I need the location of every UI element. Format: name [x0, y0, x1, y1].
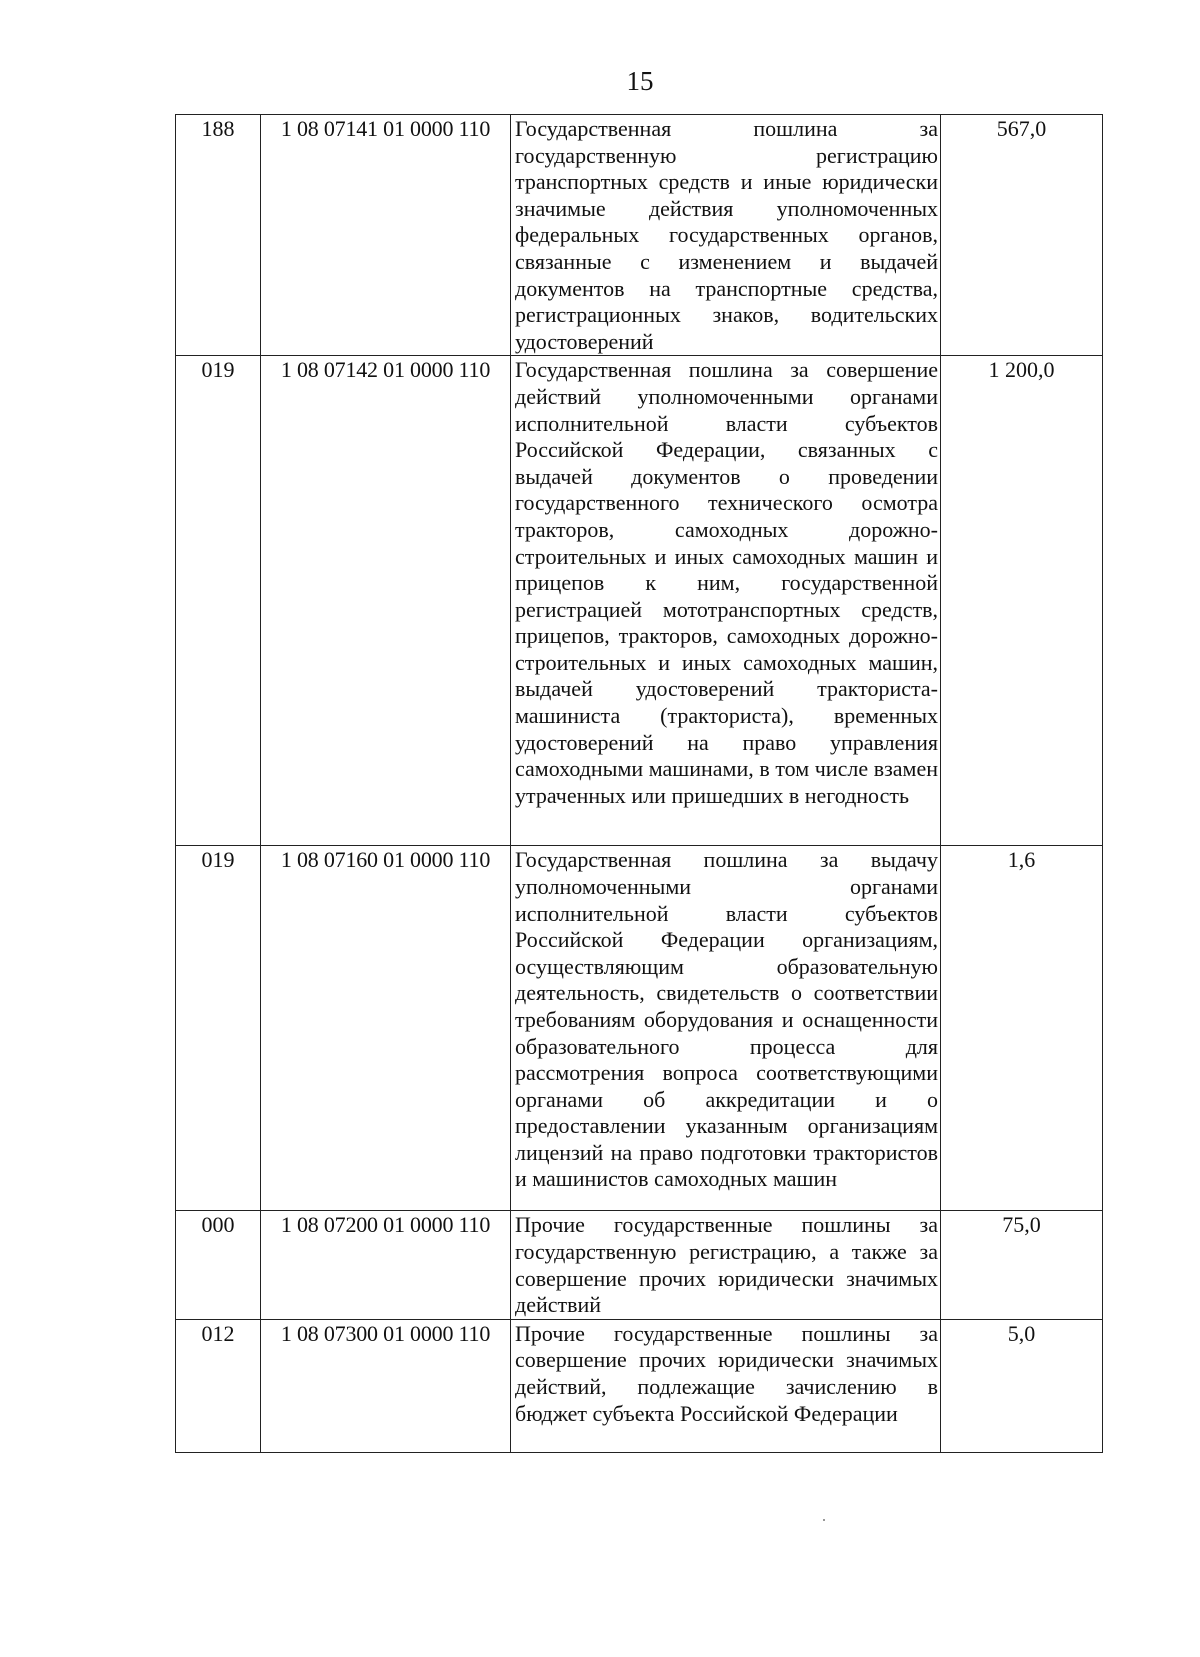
table-row — [176, 356, 1103, 846]
amount-cell: 1,6 — [941, 846, 1103, 1211]
revenue-description-cell: Прочие государственные пошлины за государственную регистрацию, а также за совершение прочих юридически значимых действий — [511, 1211, 941, 1319]
revenue-description-cell: Государственная пошлина за государственную регистрацию транспортных средств и иные юридически значимые действия уполномоченных федеральных государственных органов, связанные с изменением и выдачей документов на транспортные средства, регистрационных знаков, водительских удостоверений — [511, 115, 941, 356]
table-row — [176, 115, 1103, 356]
budget-classification-code-cell: 1 08 07142 01 0000 110 — [261, 356, 511, 846]
revenue-description-cell: Государственная пошлина за выдачу уполномоченными органами исполнительной власти субъектов Российской Федерации организациям, осуществляющим образовательную деятельность, свидетельств о соответствии требованиям оборудования и оснащенности образовательного процесса для рассмотрения вопроса соответствующими органами об аккредитации и о предоставлении указанным организациям лицензий на право подготовки трактористов и машинистов самоходных машин — [511, 846, 941, 1211]
budget-classification-code-cell: 1 08 07200 01 0000 110 — [261, 1211, 511, 1319]
budget-classification-code-cell: 1 08 07141 01 0000 110 — [261, 115, 511, 356]
budget-revenue-table — [175, 114, 1103, 1453]
scan-speck — [823, 1519, 825, 1521]
table-row — [176, 846, 1103, 1211]
amount-cell: 567,0 — [941, 115, 1103, 356]
administrator-code-cell: 019 — [176, 846, 261, 1211]
revenue-description-cell: Государственная пошлина за совершение действий уполномоченными органами исполнительной власти субъектов Российской Федерации, связанных с выдачей документов о проведении государственного технического осмотра тракторов, самоходных дорожно-строительных и иных самоходных машин и прицепов к ним, государственной регистрацией мототранспортных средств, прицепов, тракторов, самоходных дорожно-строительных и иных самоходных машин, выдачей удостоверений тракториста-машиниста (тракториста), временных удостоверений на право управления самоходными машинами, в том числе взамен утраченных или пришедших в негодность — [511, 356, 941, 846]
administrator-code-cell: 012 — [176, 1319, 261, 1452]
budget-classification-code-cell: 1 08 07160 01 0000 110 — [261, 846, 511, 1211]
administrator-code-cell: 188 — [176, 115, 261, 356]
administrator-code-cell: 000 — [176, 1211, 261, 1319]
amount-cell: 1 200,0 — [941, 356, 1103, 846]
table-row — [176, 1319, 1103, 1452]
revenue-description-cell: Прочие государственные пошлины за совершение прочих юридически значимых действий, подлежащие зачислению в бюджет субъекта Российской Федерации — [511, 1319, 941, 1452]
amount-cell: 5,0 — [941, 1319, 1103, 1452]
amount-cell: 75,0 — [941, 1211, 1103, 1319]
budget-classification-code-cell: 1 08 07300 01 0000 110 — [261, 1319, 511, 1452]
page-number: 15 — [626, 66, 654, 96]
table-row — [176, 1211, 1103, 1319]
administrator-code-cell: 019 — [176, 356, 261, 846]
